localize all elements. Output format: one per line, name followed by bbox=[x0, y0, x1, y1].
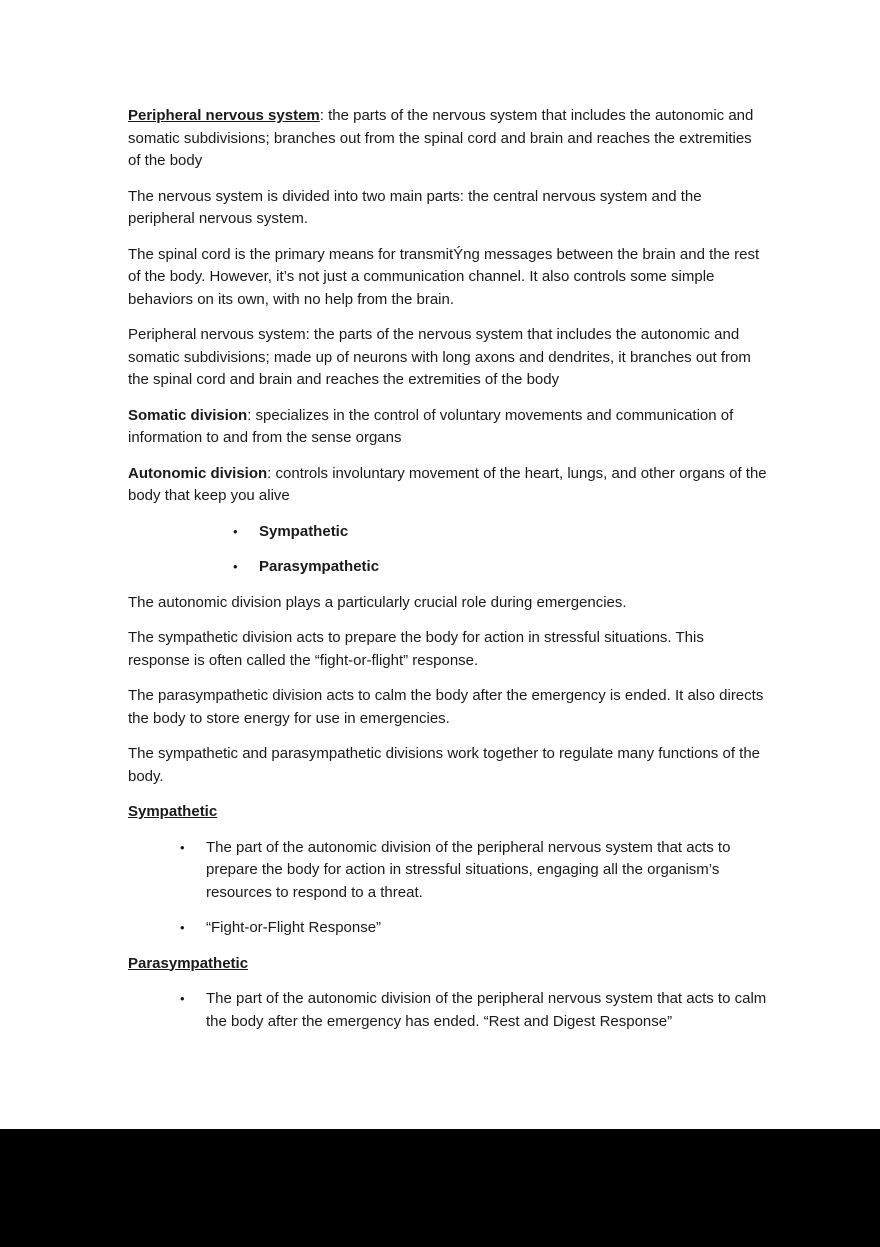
paragraph bbox=[128, 405, 768, 450]
bullet-item bbox=[180, 837, 768, 905]
text-run: : the parts of the nervous system that includes the autonomic and somatic subdivisions; branches out from the spinal cord and brain and reaches the extremities of the body bbox=[128, 107, 754, 169]
bullet-item bbox=[233, 556, 768, 579]
paragraph bbox=[128, 627, 768, 672]
text-run: The spinal cord is the primary means for transmitÝng messages between the brain and the rest of the body. However, it’s not just a communication channel. It also controls some simple behaviors on its own, with no help from the brain. bbox=[128, 245, 760, 308]
document-body bbox=[128, 105, 768, 1033]
paragraph bbox=[128, 592, 768, 615]
text-run: Autonomic division bbox=[128, 464, 268, 482]
text-run: : specializes in the control of voluntary movements and communication of information to and from the sense organs bbox=[128, 406, 734, 446]
text-run: Sympathetic bbox=[128, 803, 218, 820]
text-run: The nervous system is divided into two main parts: the central nervous system and the peripheral nervous system. bbox=[128, 187, 702, 227]
text-run: The sympathetic division acts to prepare the body for action in stressful situations. This response is often called the “fight-or-flight” response. bbox=[128, 629, 704, 669]
text-run: Parasympathetic bbox=[128, 954, 249, 972]
paragraph bbox=[128, 743, 768, 788]
section-heading bbox=[128, 801, 768, 824]
text-run: The sympathetic and parasympathetic divisions work together to regulate many functions of the body. bbox=[128, 745, 760, 785]
text-run: “Fight-or-Flight Response” bbox=[206, 919, 382, 936]
section-heading bbox=[128, 953, 768, 976]
text-run: Somatic division bbox=[128, 406, 248, 424]
bullet-text bbox=[206, 988, 768, 1033]
paragraph bbox=[128, 244, 768, 312]
bullet-item bbox=[233, 521, 768, 544]
text-run: The part of the autonomic division of the peripheral nervous system that acts to prepare the body for action in stressful situations, engaging all the organism’s resources to respond to a threat. bbox=[206, 838, 731, 901]
bullet-icon: • bbox=[233, 523, 238, 539]
bullet-item bbox=[180, 917, 768, 940]
bullet-icon: • bbox=[180, 991, 185, 1006]
bullet-text bbox=[206, 917, 768, 940]
bullet-text bbox=[206, 837, 768, 905]
text-run: The parasympathetic division acts to calm the body after the emergency is ended. It also directs the body to store energy for use in emergencies. bbox=[128, 687, 764, 727]
bullet-icon: • bbox=[180, 920, 185, 935]
bullet-text bbox=[259, 556, 768, 579]
bullet-icon: • bbox=[180, 839, 185, 855]
bottom-letterbox bbox=[0, 1129, 880, 1247]
bullet-icon: • bbox=[233, 559, 238, 574]
paragraph bbox=[128, 463, 768, 508]
text-run: : controls involuntary movement of the heart, lungs, and other organs of the body that keep you alive bbox=[128, 464, 767, 504]
bullet-text bbox=[259, 521, 768, 544]
paragraph bbox=[128, 324, 768, 392]
text-run: Peripheral nervous system: the parts of the nervous system that includes the autonomic and somatic subdivisions; made up of neurons with long axons and dendrites, it branches out from the spinal cord and brain and reaches the extremities of the body bbox=[128, 326, 751, 388]
text-run: Parasympathetic bbox=[259, 558, 380, 575]
paragraph bbox=[128, 105, 768, 173]
paragraph bbox=[128, 186, 768, 231]
text-run: Sympathetic bbox=[259, 522, 349, 540]
text-run: The autonomic division plays a particularly crucial role during emergencies. bbox=[128, 593, 627, 611]
paragraph bbox=[128, 685, 768, 730]
text-run: The part of the autonomic division of the peripheral nervous system that acts to calm the body after the emergency has ended. “Rest and Digest Response” bbox=[206, 990, 767, 1030]
bullet-item bbox=[180, 988, 768, 1033]
text-run: Peripheral nervous system bbox=[128, 107, 320, 124]
